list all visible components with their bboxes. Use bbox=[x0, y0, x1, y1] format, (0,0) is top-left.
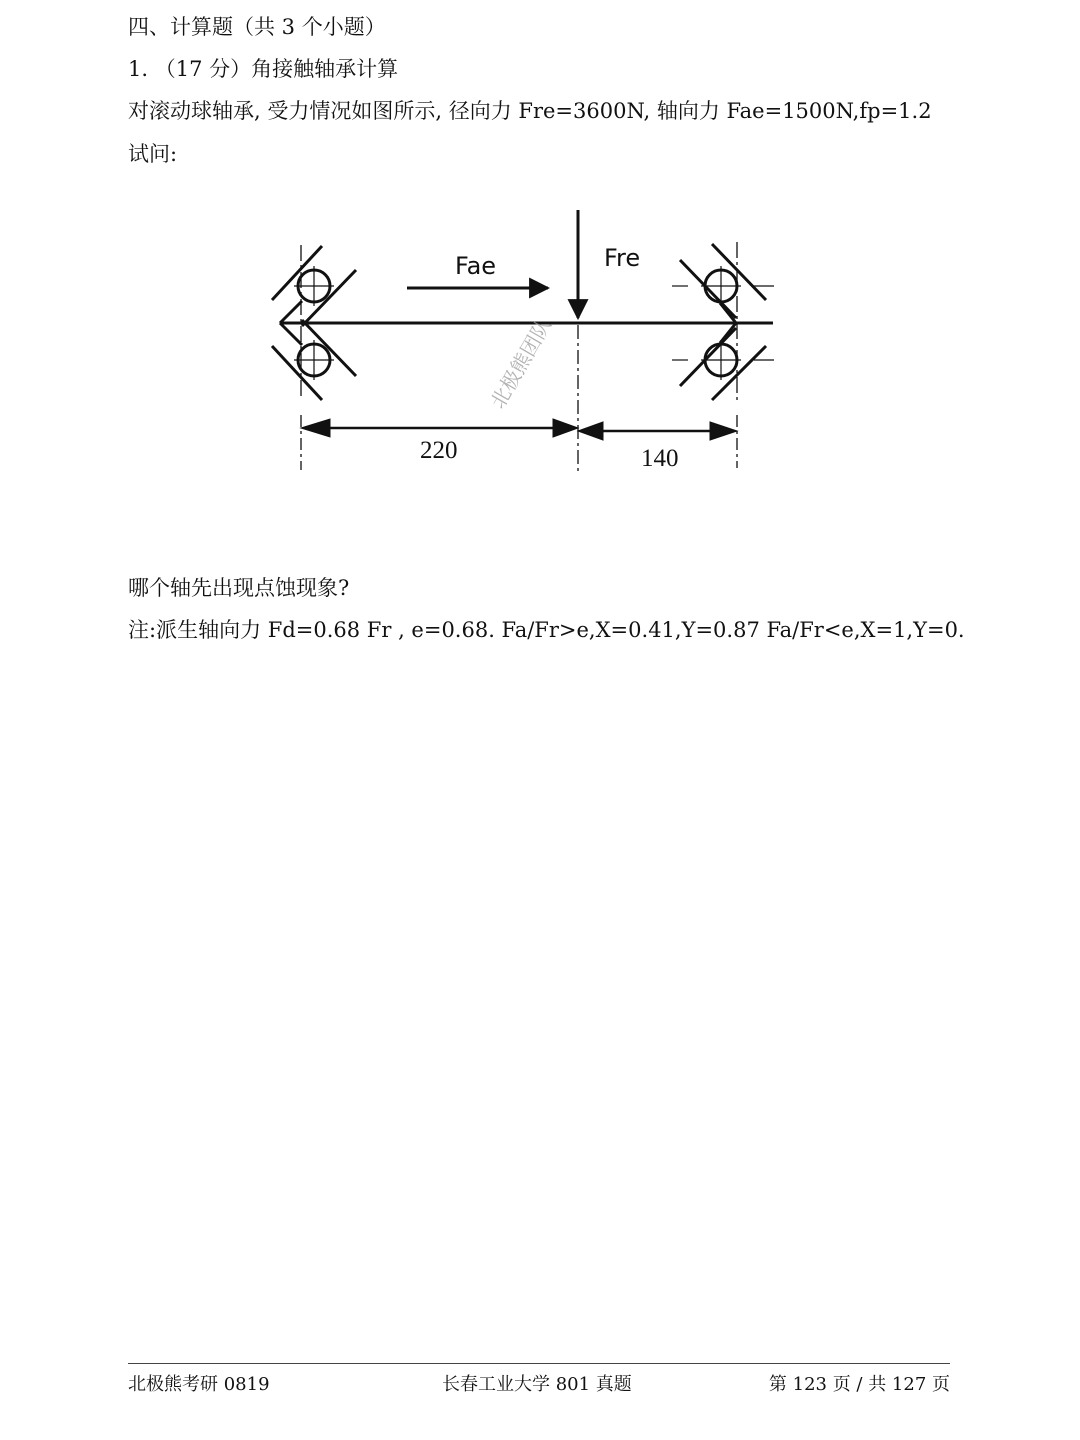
section-heading: 四、计算题（共 3 个小题） bbox=[128, 15, 386, 39]
watermark: 北极熊团队 bbox=[485, 313, 557, 413]
footer-left: 北极熊考研 0819 bbox=[128, 1374, 270, 1395]
note-line: 注:派生轴向力 Fd=0.68 Fr , e=0.68. Fa/Fr>e,X=0.41,Y=0.87 Fa/Fr<e,X=1,Y=0. bbox=[128, 618, 965, 642]
dimension-140: 140 bbox=[641, 445, 679, 472]
dimension-lines bbox=[301, 419, 737, 440]
footer-rule bbox=[128, 1363, 950, 1364]
axial-force-label: Fae bbox=[455, 252, 497, 280]
left-bearing bbox=[272, 245, 356, 470]
footer-center: 长春工业大学 801 真题 bbox=[442, 1374, 632, 1395]
dimension-220: 220 bbox=[420, 437, 458, 464]
footer-page-number: 第 123 页 / 共 127 页 bbox=[768, 1374, 950, 1395]
problem-statement: 对滚动球轴承, 受力情况如图所示, 径向力 Fre=3600N, 轴向力 Fae=1500N,fp=1.2 bbox=[128, 99, 932, 123]
question-title: 1. （17 分）角接触轴承计算 bbox=[128, 57, 399, 81]
question-prompt: 试问: bbox=[128, 142, 178, 166]
sub-question: 哪个轴先出现点蚀现象? bbox=[128, 576, 350, 600]
bearing-load-diagram bbox=[250, 200, 810, 490]
radial-force-label: Fre bbox=[604, 244, 641, 272]
